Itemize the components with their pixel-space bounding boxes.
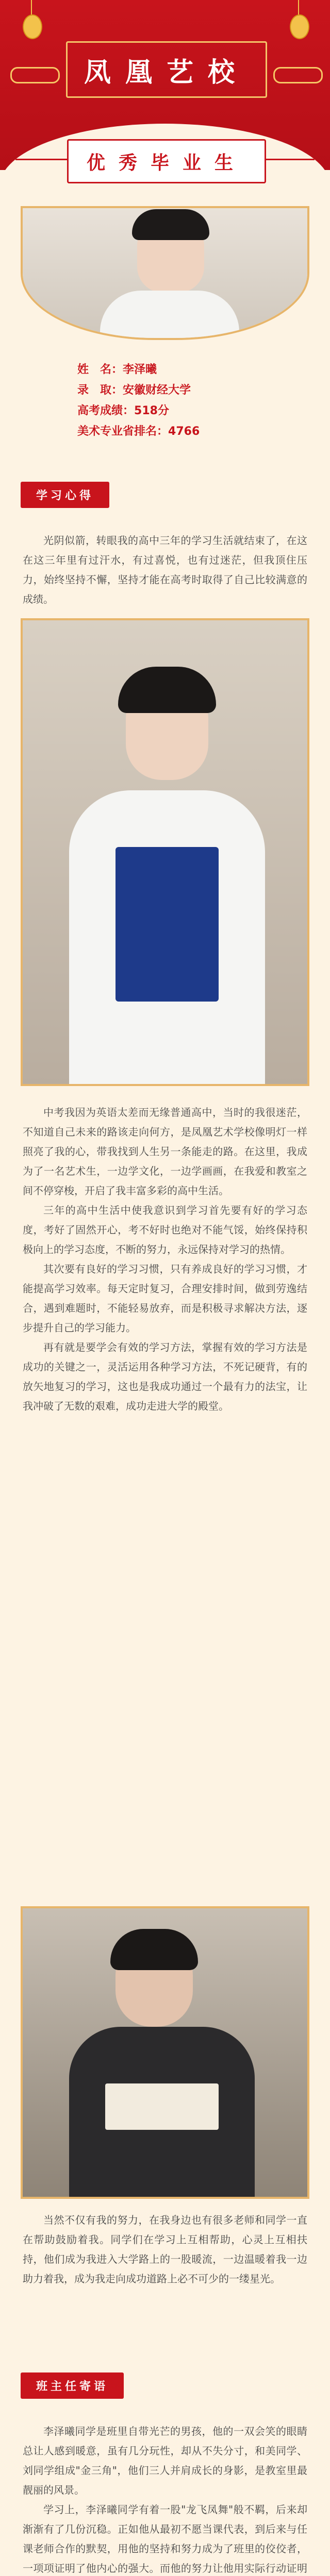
lantern-icon: [23, 14, 42, 39]
shirt: [100, 291, 239, 338]
section-title: 班主任寄语: [21, 2372, 124, 2399]
student-info: [21, 340, 309, 459]
label: 美术专业省排名：: [77, 425, 169, 438]
paragraph: 其次要有良好的学习习惯，只有养成良好的学习习惯，才能提高学习效率。每天定时复习，合理安排时间，做到劳逸结合，遇到难题时，不能轻易放弃，而是积极寻求解决方法，逐步提升自己的学习能力。: [23, 1263, 307, 1334]
value: 李泽曦: [123, 363, 157, 376]
section-learning: [21, 479, 175, 510]
subtitle-badge: 优秀毕业生: [67, 139, 266, 183]
cloud-icon: [10, 67, 60, 83]
label: 高考成绩：: [77, 404, 135, 417]
essay-body: [23, 1103, 307, 1814]
info-admit: [77, 381, 191, 397]
cloud-icon: [273, 67, 323, 83]
paragraph: 李泽曦同学是班里自带光芒的男孩，他的一双会笑的眼睛总让人感到暖意，虽有几分玩性，却从不失分寸，和美同学、刘同学组成"金三角"，他们三人并肩成长的身影，是教室里最靓丽的风景。: [23, 2425, 307, 2496]
lantern-string: [31, 0, 32, 15]
divider: [263, 159, 315, 160]
teacher-message: [23, 2421, 307, 2576]
paragraph: 当然不仅有我的努力，在我身边也有很多老师和同学一直在帮助鼓励着我。同学们在学习上互相帮助，心灵上互相扶持，他们成为我进入大学路上的一股暖流，一边温暖着我一边助力着我，成为我走向成功道路上必不可少的一缕星光。: [23, 2214, 307, 2285]
label: 姓 名：: [77, 363, 123, 376]
hair: [118, 667, 216, 713]
admission-letter: [116, 847, 219, 1002]
book: [105, 2083, 219, 2130]
value: 4766: [168, 425, 200, 438]
info-art: [77, 422, 200, 438]
section-teacher: [21, 2370, 175, 2401]
paragraph: 三年的高中生活中使我意识到学习首先要有好的学习态度，考好了固然开心，考不好时也绝对不能气馁，始终保持积极向上的学习态度，不断的努力，永远保持对学习的热情。: [23, 1204, 307, 1256]
school-title: 凤凰艺校: [66, 41, 267, 98]
info-name: [77, 361, 157, 377]
essay-para-1: [23, 531, 307, 609]
essay-para-last: [23, 2210, 307, 2289]
student-photo-3: [21, 1906, 309, 2199]
label: 录 取：: [77, 384, 123, 397]
hair: [132, 209, 209, 240]
value: 518分: [134, 404, 169, 417]
lantern-string: [298, 0, 299, 15]
lantern-icon: [290, 14, 309, 39]
divider: [15, 159, 67, 160]
paragraph: 中考我因为英语太差而无缘普通高中，当时的我很迷茫，不知道自己未来的路该走向何方，是凤凰艺术学校像明灯一样照亮了我的心，带我找到人生另一条能走的路。在这里，我成为了一名艺术生，一边学文化，一边学画画，在我爱和教室之间不停穿梭，开启了我丰富多彩的高中生活。: [23, 1106, 307, 1197]
value: 安徽财经大学: [123, 384, 191, 397]
paragraph: 学习上，李泽曦同学有着一股"龙飞凤舞"般不羁，后来却渐渐有了几份沉稳。正如他从最初不愿当课代表，到后来与任课老师合作的默契，用他的坚持和努力成为了班里的佼佼者，一项项证明了他内心的强大。而他的努力让他用实际行动证明: [23, 2503, 307, 2574]
paragraph: 再有就是要学会有效的学习方法，掌握有效的学习方法是成功的关键之一，灵活运用各种学习方法，不死记硬背，有的放矢地复习的学习，这也是我成功通过一个最有力的法宝，让我冲破了无数的艰难，成功走进大学的殿堂。: [23, 1341, 307, 1412]
hair: [110, 1929, 198, 1970]
portrait-photo: [21, 206, 309, 340]
info-score: [77, 402, 169, 418]
student-photo-2: [21, 618, 309, 1086]
paragraph: 光阴似箭，转眼我的高中三年的学习生活就结束了，在这在这三年里有过汗水，有过喜悦，也有过迷茫，但我顶住压力，始终坚持不懈，坚持才能在高考时取得了自己比较满意的成绩。: [23, 534, 307, 605]
section-title: 学习心得: [21, 482, 109, 508]
